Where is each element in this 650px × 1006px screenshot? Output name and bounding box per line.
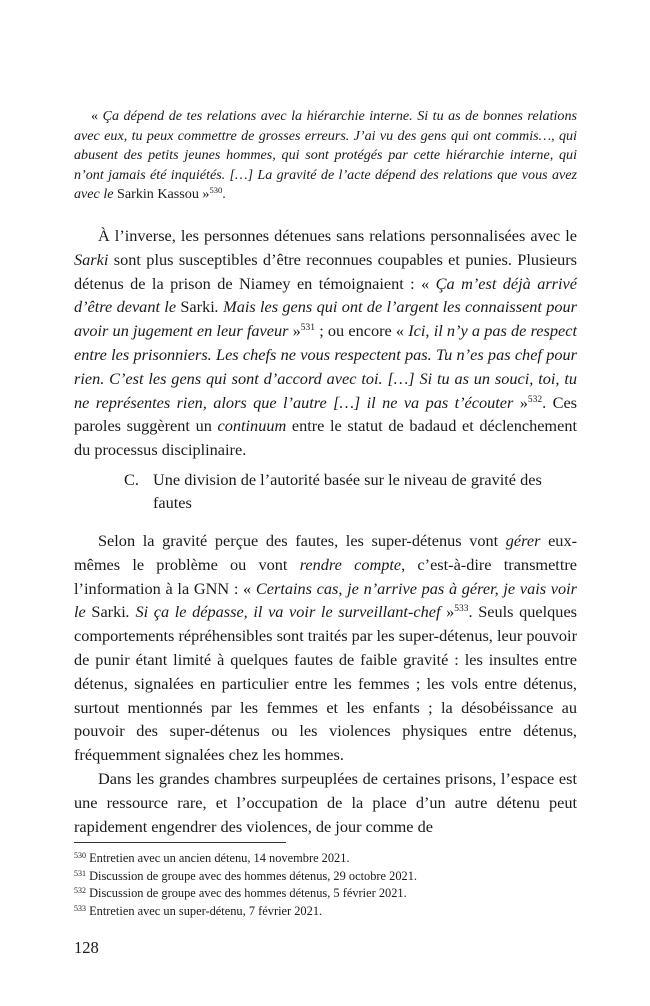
footnote-text: Entretien avec un ancien détenu, 14 novembre 2021. [86, 851, 350, 865]
footnote-ref-530: 530 [209, 185, 223, 196]
paragraph-1 [74, 224, 577, 462]
text-run: . Seuls quelques comportements répréhensibles sont traités par les super-détenus, leur pouvoir de punir étant limité à quelques fautes de faible gravité : les insultes entre détenus, signalées en particulier entre les femmes ; les vols entre détenus, surtout mentionnés par les femmes et les enfants ; la désobéissance au pouvoir des super-détenus ou les violences physiques entre détenus, fréquemment signalées chez les hommes. [74, 602, 578, 765]
text-run: eux-mêmes le problème ou vont [74, 531, 578, 574]
text-run: Sarki [91, 602, 126, 622]
paragraphs-block [74, 529, 577, 838]
footnote-number: 531 [74, 868, 86, 878]
text-run: » [288, 321, 301, 341]
italic-run: Ici, il n’y a pas de respect entre les prisonniers. Les chefs ne vous respectent pas. Tu n’es pas chef pour rien. C’est les gens qui sont d’accord avec toi. […] Si tu as un souci, toi, tu ne représentes rien, alors que l’autre […] il ne va pas t’écouter [74, 321, 577, 412]
footnote-ref-532: 532 [527, 394, 543, 405]
block-quote [74, 107, 577, 205]
text-run: . Ces paroles suggèrent un [74, 392, 577, 436]
section-title: Une division de l’autorité basée sur le niveau de gravité des fautes [153, 470, 542, 512]
text-run: , c’est-à-dire transmettre l’information à la GNN : « [74, 554, 577, 598]
section-letter: C. [124, 470, 139, 489]
quote-name: Sarkin Kassou [117, 186, 199, 203]
text-run: entre le statut de badaud et déclenchement du processus disciplinaire. [74, 416, 577, 460]
quote-italic-text: Ça dépend de tes relations avec la hiérarchie interne. Si tu as de bonnes relations avec eux, tu peux commettre de grosses erreurs. J’ai vu des gens qui ont commis…, qui abusent des petits jeunes hommes, qui sont protégés par cette hiérarchie interne, qui n’ont jamais été inquiétés. […] La gravité de l’acte dépend des relations que vous avez avec le [74, 108, 578, 203]
footnote-ref-533: 533 [454, 604, 469, 615]
footnotes-list [74, 850, 577, 920]
text-run: sont plus susceptibles d’être reconnues coupables et punies. Plusieurs détenus de la prison de Niamey en témoignaient : « [74, 249, 577, 293]
paragraph-2 [74, 529, 577, 767]
paragraph-3: Dans les grandes chambres surpeuplées de certaines prisons, l’espace est une ressource rare, et l’occupation de la place d’un autre détenu peut rapidement engendrer des violences, de jour comme de [74, 768, 577, 836]
footnote-separator [74, 842, 286, 843]
text-run: » [440, 602, 455, 622]
quote-open: « [91, 108, 103, 124]
text-run: ; ou encore « [315, 321, 409, 341]
italic-run: gérer [505, 531, 541, 550]
quote-close: » [198, 186, 210, 203]
italic-run: . Si ça le dépasse, il va voir le surveillant-chef [125, 602, 441, 622]
footnote-number: 532 [74, 886, 86, 895]
footnote-number: 530 [74, 851, 86, 860]
italic-run: rendre compte [299, 554, 402, 574]
italic-run: continuum [217, 416, 287, 436]
text-run: Sarki [180, 297, 215, 317]
page-number: 128 [74, 938, 99, 957]
footnote-text: Entretien avec un super-détenu, 7 février 2021. [86, 903, 323, 918]
quote-end: . [222, 186, 226, 203]
footnote-ref-531: 531 [300, 323, 316, 334]
italic-run: Ça m’est déjà arrivé d’être devant le [74, 273, 577, 317]
text-run: À l’inverse, les personnes détenues sans relations personnalisées avec le [98, 226, 577, 245]
italic-run: . Mais les gens qui ont de l’argent les connaissent pour avoir un jugement en leur faveur [74, 297, 577, 341]
italic-run: Certains cas, je n’arrive pas à gérer, je vais voir le [74, 578, 578, 622]
footnote-text: Discussion de groupe avec des hommes détenus, 29 octobre 2021. [86, 868, 418, 883]
footnote [74, 903, 577, 921]
footnote-number: 533 [74, 903, 86, 913]
text-run: » [513, 392, 528, 412]
text-run: Selon la gravité perçue des fautes, les super-détenus vont [98, 531, 506, 550]
footnote [74, 885, 577, 903]
footnote [74, 850, 577, 868]
section-heading [124, 468, 577, 514]
italic-run: Sarki [74, 249, 109, 269]
footnote-text: Discussion de groupe avec des hommes détenus, 5 février 2021. [86, 886, 407, 900]
footnote [74, 868, 577, 886]
